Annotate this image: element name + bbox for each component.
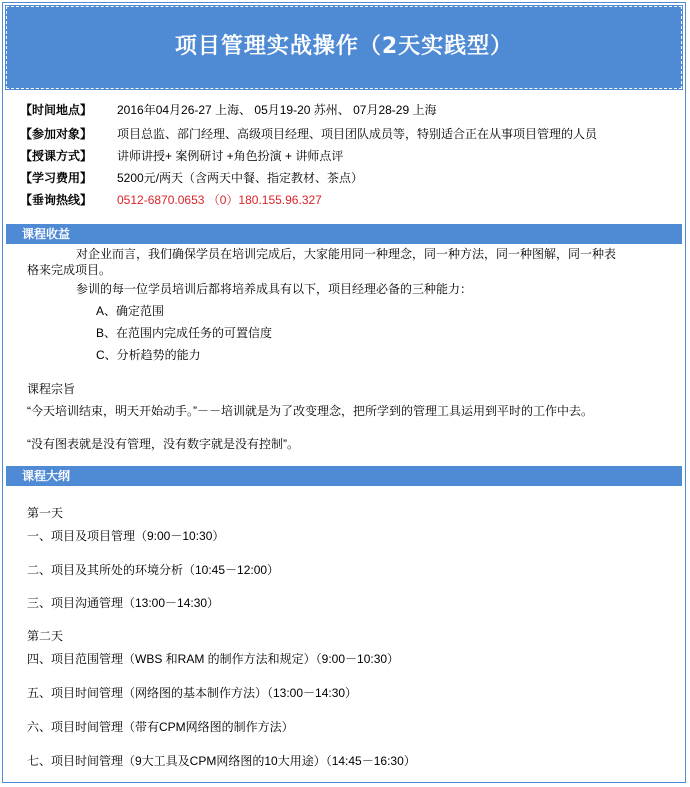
- purpose-title: 课程宗旨: [27, 382, 76, 396]
- benefit-paragraph-line2: 格来完成项目。: [27, 263, 112, 277]
- outline-item: 五、项目时间管理（网络图的基本制作方法）（13:00－14:30）: [27, 686, 358, 700]
- ability-item: B、在范围内完成任务的可置信度: [96, 326, 273, 340]
- outline-item: 七、项目时间管理（9大工具及CPM网络图的10大用途）（14:45－16:30）: [27, 754, 416, 768]
- info-value: 2016年04月26-27 上海、 05月19-20 苏州、 07月28-29 上海: [117, 103, 437, 117]
- ability-item: C、分析趋势的能力: [96, 348, 201, 362]
- info-label: 【参加对象】: [20, 127, 93, 141]
- info-row-time-location: [20, 100, 436, 120]
- benefit-abilities-intro: 参训的每一位学员培训后都将培养成具有以下，项目经理必备的三种能力：: [76, 282, 473, 296]
- info-value: 项目总监、部门经理、高级项目经理、项目团队成员等，特别适合正在从事项目管理的人员: [117, 127, 598, 141]
- info-label: 【学习费用】: [20, 171, 93, 185]
- purpose-quote-2: “没有图表就是没有管理，没有数字就是没有控制”。: [27, 437, 299, 451]
- section-heading-outline: 课程大纲: [6, 466, 682, 486]
- info-value: 讲师讲授+ 案例研讨 +角色扮演 + 讲师点评: [117, 149, 344, 163]
- hotline-numbers: 0512-6870.0653 （0）180.155.96.327: [117, 193, 322, 207]
- info-label: 【时间地点】: [20, 103, 93, 117]
- info-row-teaching-method: [20, 146, 343, 166]
- ability-item: A、确定范围: [96, 304, 165, 318]
- section-heading-benefits: 课程收益: [6, 224, 682, 244]
- outline-item: 六、项目时间管理（带有CPM网络图的制作方法）: [27, 720, 294, 734]
- info-row-audience: [20, 124, 597, 144]
- benefit-paragraph-line1: 对企业而言，我们确保学员在培训完成后，大家能用同一种理念，同一种方法，同一种图解，同一种表: [76, 247, 617, 261]
- outline-day-2: 第二天: [27, 629, 64, 643]
- outline-item: 三、项目沟通管理（13:00－14:30）: [27, 596, 220, 610]
- purpose-quote-1: “今天培训结束，明天开始动手。”－－培训就是为了改变理念，把所学到的管理工具运用到平时的工作中去。: [27, 404, 593, 418]
- info-label: 【垂询热线】: [20, 193, 93, 207]
- title-banner: [6, 6, 682, 89]
- outline-item: 二、项目及其所处的环境分析（10:45－12:00）: [27, 563, 280, 577]
- info-row-hotline: [20, 190, 322, 210]
- info-row-fee: [20, 168, 363, 188]
- page-title: 项目管理实战操作（2天实践型）: [174, 34, 514, 59]
- outline-day-1: 第一天: [27, 506, 64, 520]
- info-label: 【授课方式】: [20, 149, 93, 163]
- outline-item: 四、项目范围管理（WBS 和RAM 的制作方法和规定）（9:00－10:30）: [27, 652, 400, 666]
- outline-item: 一、项目及项目管理（9:00－10:30）: [27, 529, 225, 543]
- info-value: 5200元/两天（含两天中餐、指定教材、茶点）: [117, 171, 364, 185]
